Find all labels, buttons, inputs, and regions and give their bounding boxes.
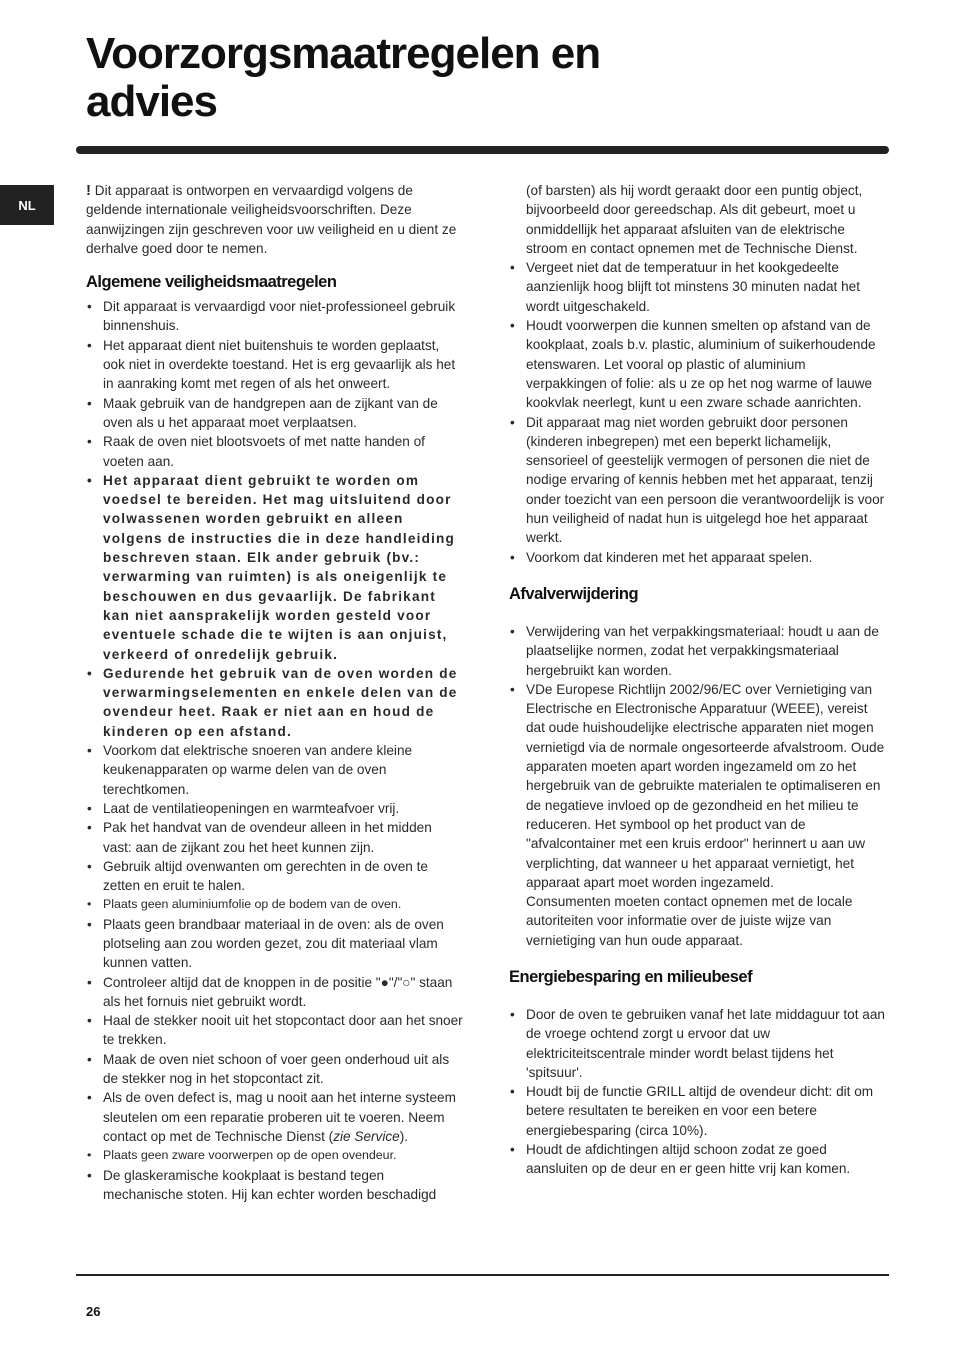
page-title-line-1: Voorzorgsmaatregelen en [86,29,601,78]
list-item: • Maak de oven niet schoon of voer geen onderhoud uit als de stekker nog in het stopcontact zit. [86,1050,464,1089]
footer-divider [76,1274,889,1276]
list-item-emphasis: • Gedurende het gebruik van de oven worden de verwarmingselementen en enkele delen van de ovendeur heet. Raak er niet aan en houd de kinderen op een afstand. [86,664,464,741]
list-item: • Voorkom dat kinderen met het apparaat spelen. [509,548,889,567]
list-item: • Houdt bij de functie GRILL altijd de ovendeur dicht: dit om betere resultaten te bereiken en voor een betere energiebesparing (circa 10%). [509,1082,889,1140]
list-item: • Door de oven te gebruiken vanaf het late middaguur tot aan de vroege ochtend zorgt u ervoor dat uw elektriciteitscentrale minder wordt belast tijdens het 'spitsuur'. [509,1005,889,1082]
intro-paragraph [86,181,464,258]
page-title [86,30,600,126]
list-item: • Dit apparaat is vervaardigd voor niet-professioneel gebruik binnenshuis. [86,297,464,336]
defect-item-text: Als de oven defect is, mag u nooit aan het interne systeem sleutelen om een reparatie proberen uit te voeren. Neem contact op met de Technische Dienst ( [103,1090,456,1144]
list-item: • Houdt voorwerpen die kunnen smelten op afstand van de kookplaat, zoals b.v. plastic, aluminium of suikerhoudende etenswaren. Let vooral op plastic of aluminium verpakkingen of folie: als u ze op het nog warme of lauwe kookvlak neerlegt, kunt u een zware schade aanrichten. [509,316,889,412]
title-divider [76,146,889,154]
list-item: • Voorkom dat elektrische snoeren van andere kleine keukenapparaten op warme delen van de oven terechtkomen. [86,741,464,799]
list-item: • Controleer altijd dat de knoppen in de positie "●"/"○" staan als het fornuis niet gebruikt wordt. [86,973,464,1012]
left-column [86,181,464,1204]
language-tab-label: NL [18,197,36,213]
page-number: 26 [86,1304,101,1319]
list-item: • Pak het handvat van de ovendeur alleen in het midden vast: aan de zijkant zou het heet kunnen zijn. [86,818,464,857]
list-item: • Houdt de afdichtingen altijd schoon zodat ze goed aansluiten op de deur en er geen hitte vrij kan komen. [509,1140,889,1179]
list-item: • Laat de ventilatieopeningen en warmteafvoer vrij. [86,799,464,818]
list-item: • Maak gebruik van de handgrepen aan de zijkant van de oven als u het apparaat moet verplaatsen. [86,394,464,433]
list-item: • Vergeet niet dat de temperatuur in het kookgedeelte aanzienlijk hoog blijft tot minstens 30 minuten nadat het wordt uitgeschakeld. [509,258,889,316]
list-item: • Dit apparaat mag niet worden gebruikt door personen (kinderen inbegrepen) met een beperkt lichamelijk, sensorieel of geestelijk vermogen of personen die niet de nodige ervaring of kennis hebben met het apparaat, tenzij onder toezicht van een persoon die verantwoordelijk is voor hun veiligheid of nadat hun is uitgelegd hoe het apparaat werkt. [509,413,889,548]
list-item: • Gebruik altijd ovenwanten om gerechten in de oven te zetten en eruit te halen. [86,857,464,896]
list-item: • Plaats geen aluminiumfolie op de bodem van de oven. [86,895,464,914]
safety-heading: Algemene veiligheidsmaatregelen [86,273,337,292]
list-item: • De glaskeramische kookplaat is bestand tegen mechanische stoten. Hij kan echter worden beschadigd [86,1166,464,1205]
list-item-emphasis: • Het apparaat dient gebruikt te worden om voedsel te bereiden. Het mag uitsluitend door volwassenen worden gebruikt en alleen volgens de instructies die in deze handleiding beschreven staan. Elk ander gebruik (bv.: verwarming van ruimten) is als oneigenlijk te beschouwen en dus gevaarlijk. De fabrikant kan niet aansprakelijk worden gesteld voor eventuele schade die te wijten is aan onjuist, verkeerd of onredelijk gebruik. [86,471,464,664]
list-item: • Raak de oven niet blootsvoets of met natte handen of voeten aan. [86,432,464,471]
right-column [509,181,889,1179]
list-item: • Verwijdering van het verpakkingsmateriaal: houdt u aan de plaatselijke normen, zodat het verpakkingsmateriaal hergebruikt kan worden. [509,622,889,680]
list-item: • Plaats geen brandbaar materiaal in de oven: als de oven plotseling aan zou worden gezet, zou dit materiaal vlam kunnen vatten. [86,915,464,973]
waste-list [509,622,889,892]
page-title-line-2: advies [86,77,217,126]
energy-list [509,1005,889,1179]
defect-item-tail: ). [399,1128,409,1144]
language-tab [0,185,54,225]
list-item: • Plaats geen zware voorwerpen op de open ovendeur. [86,1146,464,1165]
list-item [86,1088,464,1146]
safety-list-continued [509,258,889,567]
waste-note: Consumenten moeten contact opnemen met de locale autoriteiten voor informatie over de juiste wijze van vernietiging van hun oude apparaat. [526,894,853,948]
list-item: • VDe Europese Richtlijn 2002/96/EC over Vernietiging van Electrische en Electronische Apparatuur (WEEE), vereist dat oude huishoudelijke electrische apparaten niet mogen vernietigd via de normale ongesorteerde afvalstroom. Oude apparaten moeten apart worden ingezameld om zo het hergebruik van de gebruikte materialen te optimaliseren en de negatieve invloed op de gezondheid en het milieu te reduceren. Het symbool op het product van de "afvalcontainer met een kruis erdoor" herinnert u aan uw verplichting, dat wanneer u het apparaat vernietigt, het apparaat apart moet worden ingezameld. [509,680,889,892]
list-item: • Haal de stekker nooit uit het stopcontact door aan het snoer te trekken. [86,1011,464,1050]
warning-mark-icon: ! [86,182,91,199]
service-reference: zie Service [333,1128,400,1144]
intro-text: Dit apparaat is ontworpen en vervaardigd volgens de geldende internationale veiligheidsvoorschriften. Deze aanwijzingen zijn geschreven voor uw veiligheid en u dient ze derhalve goed door te nemen. [86,183,457,256]
list-item: • Het apparaat dient niet buitenshuis te worden geplaatst, ook niet in overdekte toestand. Het is erg gevaarlijk als het in aanraking komt met regen of als het onweert. [86,336,464,394]
safety-list [86,297,464,1204]
waste-heading: Afvalverwijdering [509,584,639,603]
continuation-text: (of barsten) als hij wordt geraakt door een puntig object, bijvoorbeeld door gereedschap. Als dit gebeurt, moet u onmiddellijk het apparaat afsluiten van de elektrische stroom en contact opnemen met de Technische Dienst. [526,183,863,256]
energy-heading: Energiebesparing en milieubesef [509,967,753,986]
